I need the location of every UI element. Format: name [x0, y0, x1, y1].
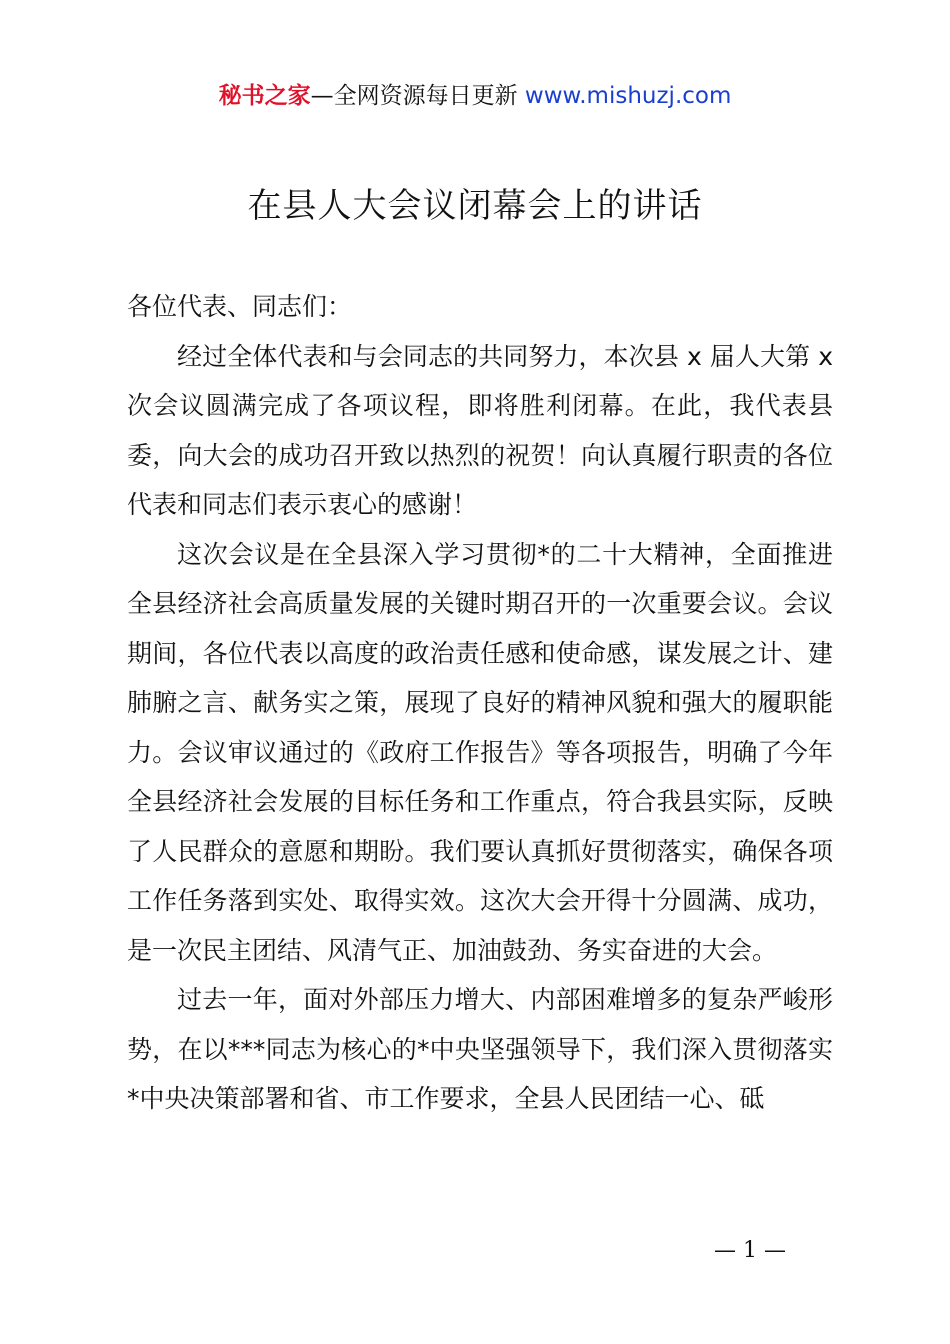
site-header	[0, 80, 950, 112]
site-brand: 秘书之家	[218, 83, 311, 109]
paragraph-1: 经过全体代表和与会同志的共同努力，本次县 x 届人大第 x 次会议圆满完成了各项议程，即将胜利闭幕。在此，我代表县委，向大会的成功召开致以热烈的祝贺！向认真履行职责的各位代表和同志们表示衷心的感谢！	[127, 341, 833, 519]
document-title: 在县人大会议闭幕会上的讲话	[247, 186, 703, 226]
paragraph-2: 这次会议是在全县深入学习贯彻*的二十大精神，全面推进全县经济社会高质量发展的关键时期召开的一次重要会议。会议期间，各位代表以高度的政治责任感和使命感，谋发展之计、建肺腑之言、献务实之策，展现了良好的精神风貌和强大的履职能力。会议审议通过的《政府工作报告》等各项报告，明确了今年全县经济社会发展的目标任务和工作重点，符合我县实际，反映了人民群众的意愿和期盼。我们要认真抓好贯彻落实，确保各项工作任务落到实处、取得实效。这次大会开得十分圆满、成功，是一次民主团结、风清气正、加油鼓劲、务实奋进的大会。	[127, 539, 833, 965]
site-url[interactable]: www.mishuzj.com	[524, 83, 732, 109]
paragraph-3: 过去一年，面对外部压力增大、内部困难增多的复杂严峻形势，在以***同志为核心的*中央坚强领导下，我们深入贯彻落实*中央决策部署和省、市工作要求，全县人民团结一心、砥	[127, 985, 833, 1113]
site-slogan: —全网资源每日更新	[310, 83, 518, 109]
document-body	[127, 282, 833, 1124]
salutation: 各位代表、同志们：	[127, 292, 353, 321]
page-number: — 1 —	[714, 1238, 786, 1263]
